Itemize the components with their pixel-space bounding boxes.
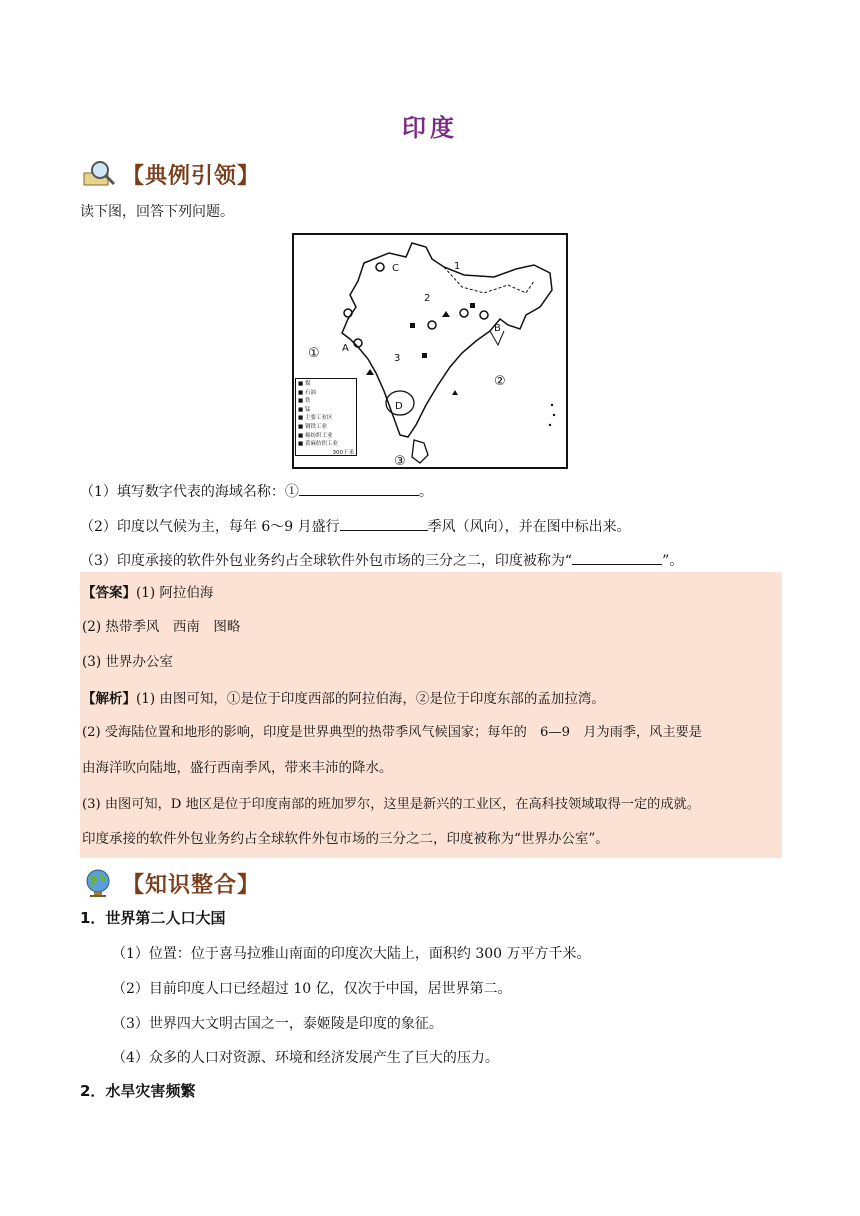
legend-item: ■ 锰 (298, 406, 311, 413)
answer-1: (1) 阿拉伯海 (136, 585, 214, 601)
legend-item: ■ 石油 (298, 389, 316, 396)
globe-icon (80, 868, 122, 898)
legend-item: ■ 黄麻纺织工业 (298, 441, 338, 448)
answer-box (80, 572, 782, 858)
analysis-tag: 【解析】 (82, 691, 136, 707)
map-legend (295, 378, 357, 456)
analysis-2a: (2) 受海陆位置和地形的影响，印度是世界典型的热带季风气候国家；每年的 6—9 月为雨季，风主要是 (82, 725, 702, 740)
map-label-2: 2 (424, 293, 431, 304)
k1-item-2: （2）目前印度人口已经超过 10 亿，仅次于中国，居世界第二。 (112, 981, 512, 997)
map-label-sea1: ① (308, 346, 320, 361)
map-label-sea2: ② (494, 374, 506, 389)
india-map (292, 233, 568, 469)
answer-tag: 【答案】 (82, 585, 136, 601)
section-header-knowledge (80, 866, 260, 900)
answer-line-1 (82, 583, 213, 603)
legend-item: ■ 棉纺织工业 (298, 432, 333, 439)
question-3-suffix: ”。 (662, 553, 684, 569)
map-label-sea3: ③ (394, 454, 406, 467)
map-label-b: B (494, 323, 501, 334)
answer-blank-1[interactable] (299, 481, 419, 496)
question-1-suffix: 。 (418, 484, 433, 500)
heading-2: 2．水旱灾害频繁 (80, 1082, 196, 1100)
map-label-1: 1 (454, 261, 461, 272)
k1-item-3: （3）世界四大文明古国之一，泰姬陵是印度的象征。 (112, 1016, 443, 1032)
map-label-c: C (392, 263, 399, 274)
answer-3: (3) 世界办公室 (82, 654, 173, 670)
k1-item-1: （1）位置：位于喜马拉雅山南面的印度次大陆上，面积约 300 万平方千米。 (112, 946, 591, 962)
heading-1: 1．世界第二人口大国 (80, 909, 226, 927)
k1-item-4: （4）众多的人口对资源、环境和经济发展产生了巨大的压力。 (112, 1050, 499, 1066)
legend-item: ■ 钢铁工业 (298, 423, 327, 430)
magnifier-icon (80, 159, 122, 189)
page-title: 印度 (402, 113, 458, 142)
map-label-a: A (342, 343, 349, 354)
analysis-3a: (3) 由图可知，D 地区是位于印度南部的班加罗尔，这里是新兴的工业区，在高科技领域取得一定的成就。 (82, 797, 700, 812)
map-label-d: D (395, 401, 403, 412)
question-3 (80, 550, 683, 571)
question-2-suffix: 季风（风向），并在图中标出来。 (427, 519, 631, 535)
analysis-3b: 印度承接的软件外包业务约占全球软件外包市场的三分之二，印度被称为“世界办公室”。 (82, 831, 609, 847)
question-1-text: （1）填写数字代表的海域名称：① (80, 484, 299, 500)
map-label-3: 3 (394, 353, 401, 364)
section-label: 【知识整合】 (122, 872, 261, 898)
question-2 (80, 516, 631, 537)
analysis-line-1 (82, 689, 605, 709)
analysis-2b: 由海洋吹向陆地，盛行西南季风，带来丰沛的降水。 (82, 760, 393, 776)
legend-item: ■ 主要工业区 (298, 415, 333, 422)
section-label: 【典例引领】 (122, 163, 261, 189)
question-1 (80, 481, 433, 502)
question-2-text: （2）印度以气候为主，每年 6～9 月盛行 (80, 519, 340, 535)
section-header-examples (80, 157, 260, 191)
answer-2: (2) 热带季风 西南 图略 (82, 619, 241, 635)
answer-blank-3[interactable] (572, 550, 662, 565)
map-scale: 300千米 (332, 449, 354, 456)
analysis-1: (1) 由图可知，①是位于印度西部的阿拉伯海，②是位于印度东部的孟加拉湾。 (136, 691, 605, 707)
intro-text: 读下图，回答下列问题。 (80, 204, 234, 220)
legend-item: ■ 铁 (298, 398, 311, 405)
legend-item: ■ 煤 (298, 381, 311, 387)
answer-blank-2[interactable] (340, 516, 428, 531)
question-3-text: （3）印度承接的软件外包业务约占全球软件外包市场的三分之二，印度被称为“ (80, 553, 573, 569)
